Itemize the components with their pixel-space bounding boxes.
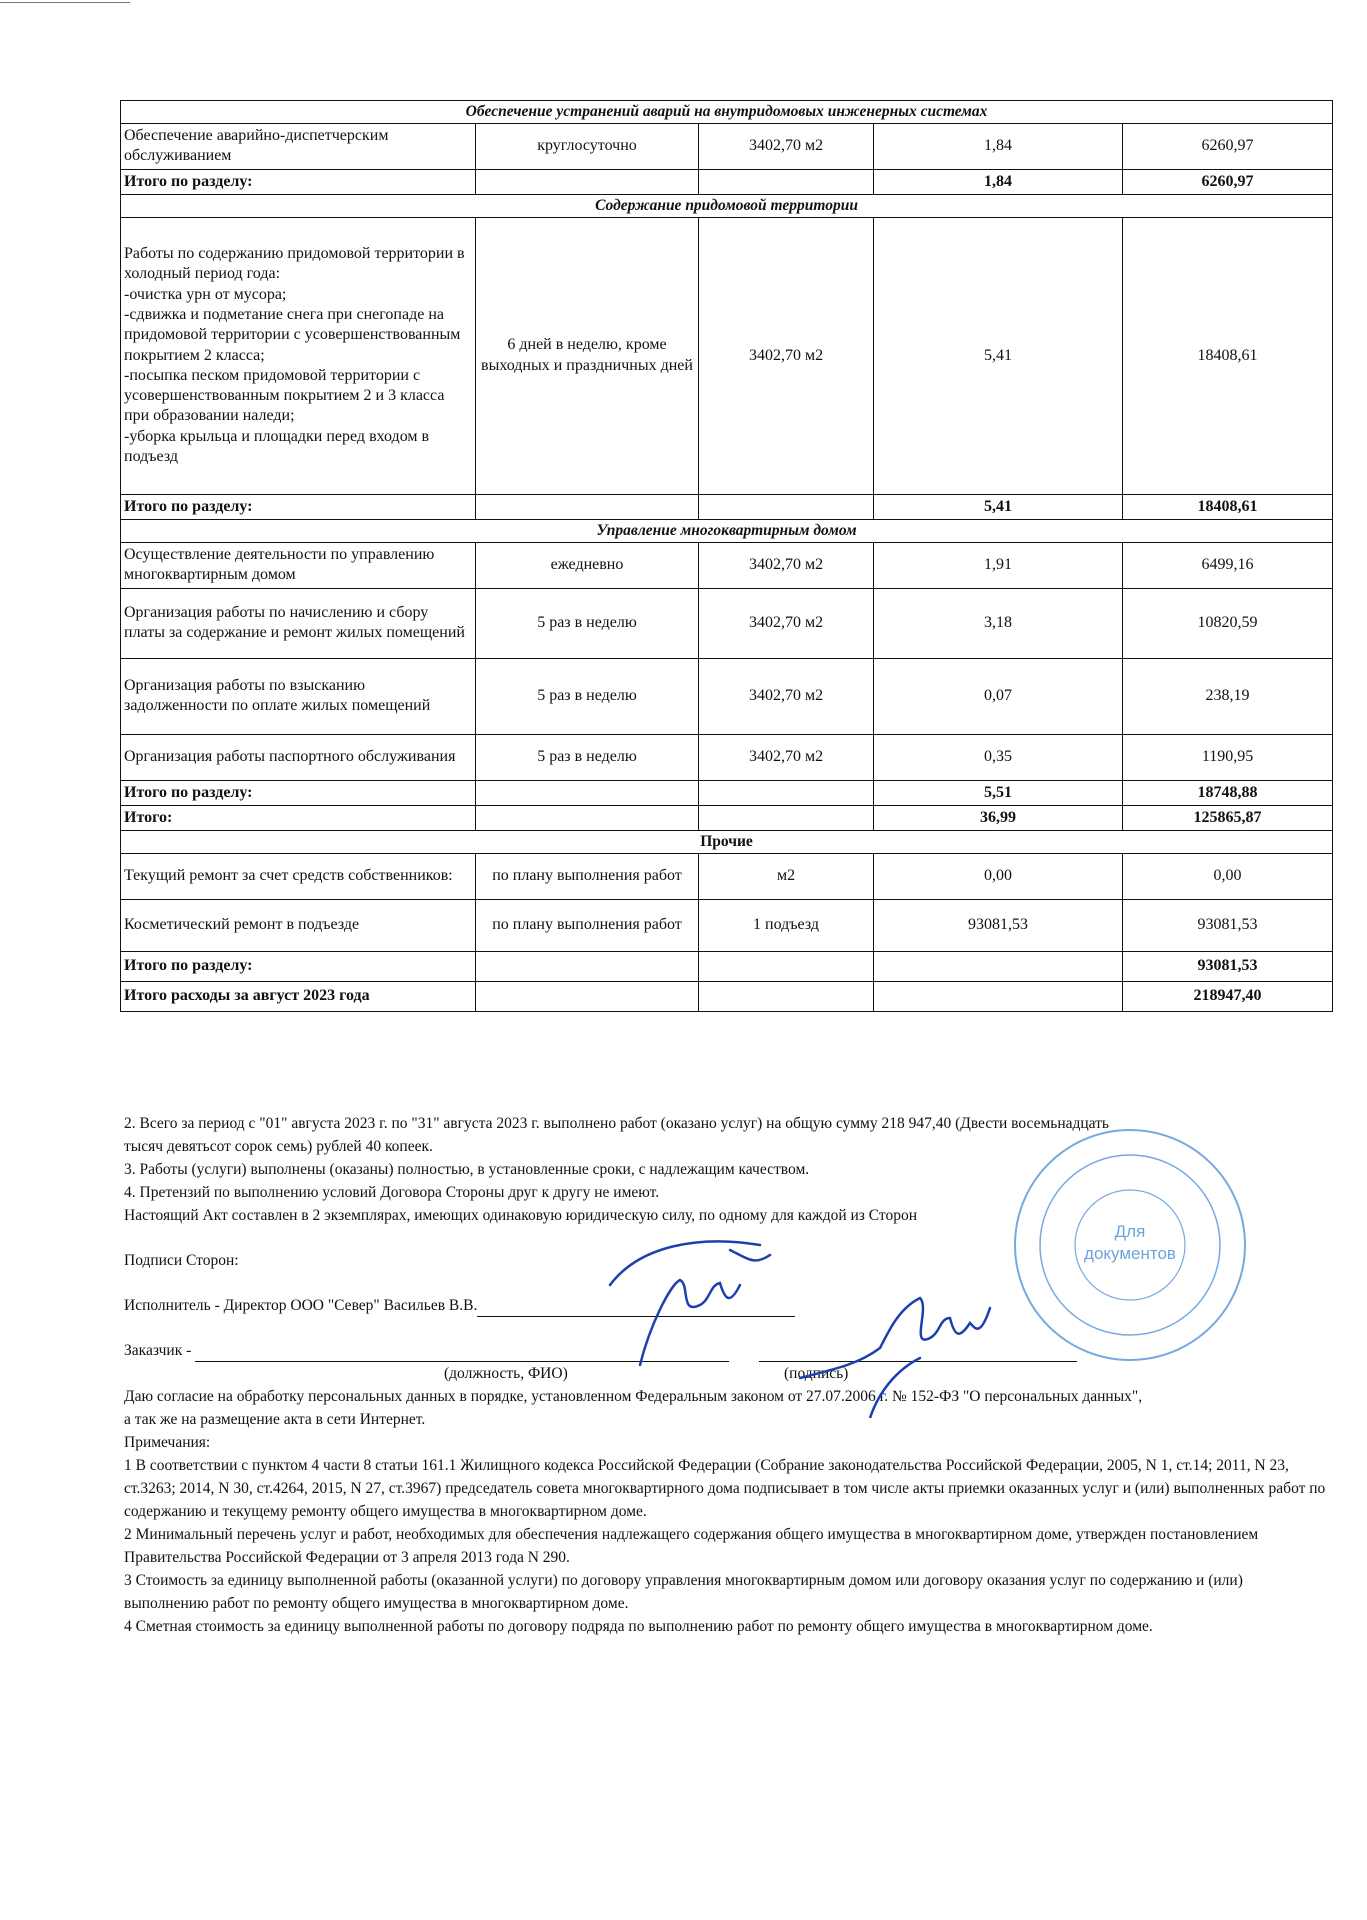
total-rate: 1,84 — [874, 169, 1123, 194]
service-frequency: по плану выполнения работ — [476, 899, 699, 951]
service-volume: 1 подъезд — [699, 899, 874, 951]
total-cost: 18748,88 — [1123, 780, 1333, 805]
grand-total-cost: 125865,87 — [1123, 805, 1333, 830]
notes — [124, 1431, 1329, 1638]
service-volume: 3402,70 м2 — [699, 123, 874, 169]
section-header-emergency: Обеспечение устранений аварий на внутридомовых инженерных системах — [121, 101, 1333, 124]
note-3: 3 Стоимость за единицу выполненной работы (оказанной услуги) по договору управления многоквартирным домом или договору оказания услуг по содержанию и (или) выполнению работ по ремонту общего имущества в многоквартирном доме. — [124, 1572, 1243, 1612]
caption-signature: (подпись) — [784, 1365, 849, 1382]
consent-line1: Даю согласие на обработку персональных данных в порядке, установленном Федеральным законом от 27.07.2006 г. № 152-ФЗ "О персональных данных", — [124, 1388, 1143, 1405]
caption-position: (должность, ФИО) — [444, 1365, 568, 1382]
service-name: Косметический ремонт в подъезде — [121, 899, 476, 951]
service-name: Организация работы по взысканию задолженности по оплате жилых помещений — [121, 658, 476, 734]
total-cost: 93081,53 — [1123, 951, 1333, 981]
consent-line2: а так же на размещение акта в сети Интернет. — [124, 1411, 426, 1428]
section-header-other: Прочие — [121, 831, 1333, 854]
note-1: 1 В соответствии с пунктом 4 части 8 статьи 161.1 Жилищного кодекса Российской Федерации (Собрание законодательства Российской Федерации, 2005, N 1, ст.14; 2011, N 23, ст.3263; 2014, N 30, ст.4264, 2015, N 27, ст.3967) председатель совета многоквартирного дома подписывает в том числе акты приемки оказанных услуг и (или) выполненных работ по содержанию и текущему ремонту общего имущества в многоквартирном доме. — [124, 1457, 1326, 1520]
section-total-row: Итого по разделу: 93081,53 — [121, 951, 1333, 981]
table-row — [121, 588, 1333, 658]
table-row — [121, 899, 1333, 951]
service-volume: 3402,70 м2 — [699, 658, 874, 734]
paragraph-total-sum: 2. Всего за период с "01" августа 2023 г. по "31" августа 2023 г. выполнено работ (оказано услуг) на общую сумму 218 947,40 (Двести восемьнадцать — [124, 1115, 1109, 1132]
total-cost: 18408,61 — [1123, 494, 1333, 519]
grand-total-row: Итого: 36,99 125865,87 — [121, 805, 1333, 830]
stamp-text-1: Для — [1114, 1222, 1146, 1241]
total-rate: 5,51 — [874, 780, 1123, 805]
service-frequency: 5 раз в неделю — [476, 588, 699, 658]
service-cost: 18408,61 — [1123, 217, 1333, 494]
service-volume: 3402,70 м2 — [699, 217, 874, 494]
service-volume: 3402,70 м2 — [699, 542, 874, 588]
stamp-text-2: документов — [1084, 1244, 1176, 1263]
section-header-territory: Содержание придомовой территории — [121, 194, 1333, 217]
service-rate: 3,18 — [874, 588, 1123, 658]
table-row — [121, 853, 1333, 899]
table-row — [121, 123, 1333, 169]
service-frequency: по плану выполнения работ — [476, 853, 699, 899]
expenses-total-row: Итого расходы за август 2023 года 218947,40 — [121, 981, 1333, 1011]
service-frequency: круглосуточно — [476, 123, 699, 169]
paragraph-quality: 3. Работы (услуги) выполнены (оказаны) полностью, в установленные сроки, с надлежащим качеством. — [124, 1161, 810, 1178]
service-cost: 6499,16 — [1123, 542, 1333, 588]
service-volume: 3402,70 м2 — [699, 734, 874, 780]
table-row — [121, 217, 1333, 494]
section-total-row: Итого по разделу: 1,84 6260,97 — [121, 169, 1333, 194]
section-total-row: Итого по разделу: 5,41 18408,61 — [121, 494, 1333, 519]
note-2: 2 Минимальный перечень услуг и работ, необходимых для обеспечения надлежащего содержания общего имущества в многоквартирном доме, утвержден постановлением Правительства Российской Федерации от 3 апреля 2013 года N 290. — [124, 1526, 1259, 1566]
customer-line: Заказчик - — [124, 1339, 1329, 1362]
service-name: Организация работы паспортного обслуживания — [121, 734, 476, 780]
service-rate: 5,41 — [874, 217, 1123, 494]
section-total-row: Итого по разделу: 5,51 18748,88 — [121, 780, 1333, 805]
service-frequency: 5 раз в неделю — [476, 734, 699, 780]
paragraph-copies: Настоящий Акт составлен в 2 экземплярах, имеющих одинаковую юридическую силу, по одному для каждой из Сторон — [124, 1207, 918, 1224]
notes-title: Примечания: — [124, 1434, 211, 1451]
service-volume: м2 — [699, 853, 874, 899]
paragraph-claims: 4. Претензий по выполнению условий Договора Стороны друг к другу не имеют. — [124, 1184, 660, 1201]
service-rate: 1,84 — [874, 123, 1123, 169]
executor-line: Исполнитель - Директор ООО "Север" Васильев В.В. — [124, 1294, 1329, 1317]
service-frequency: ежедневно — [476, 542, 699, 588]
signatures-title: Подписи Сторон: — [124, 1252, 239, 1269]
service-frequency: 5 раз в неделю — [476, 658, 699, 734]
service-cost: 1190,95 — [1123, 734, 1333, 780]
service-cost: 0,00 — [1123, 853, 1333, 899]
service-name: Текущий ремонт за счет средств собственников: — [121, 853, 476, 899]
table-row — [121, 734, 1333, 780]
total-cost: 6260,97 — [1123, 169, 1333, 194]
service-rate: 93081,53 — [874, 899, 1123, 951]
service-name: Обеспечение аварийно-диспетчерским обслуживанием — [121, 123, 476, 169]
total-rate: 5,41 — [874, 494, 1123, 519]
services-table — [120, 100, 1333, 1012]
table-row — [121, 542, 1333, 588]
company-stamp — [1010, 1125, 1250, 1365]
service-cost: 238,19 — [1123, 658, 1333, 734]
grand-total-rate: 36,99 — [874, 805, 1123, 830]
scan-edge-line — [0, 2, 130, 3]
service-volume: 3402,70 м2 — [699, 588, 874, 658]
service-rate: 1,91 — [874, 542, 1123, 588]
paragraph-total-sum-words: тысяч девятьсот сорок семь) рублей 40 копеек. — [124, 1138, 433, 1155]
service-name: Работы по содержанию придомовой территории в холодный период года: -очистка урн от мусора; -сдвижка и подметание снега при снегопаде на придомовой территории с усовершенствованным покрытием 2 класса; -посыпка песком придомовой территории с усовершенствованным покрытием 2 и 3 класса при образовании наледи; -уборка крыльца и площадки перед входом в подъезд — [121, 217, 476, 494]
note-4: 4 Сметная стоимость за единицу выполненной работы по договору подряда по выполнению работ по ремонту общего имущества в многоквартирном доме. — [124, 1618, 1153, 1635]
service-rate: 0,00 — [874, 853, 1123, 899]
service-name: Осуществление деятельности по управлению многоквартирным домом — [121, 542, 476, 588]
service-cost: 6260,97 — [1123, 123, 1333, 169]
service-rate: 0,35 — [874, 734, 1123, 780]
service-name: Организация работы по начислению и сбору платы за содержание и ремонт жилых помещений — [121, 588, 476, 658]
expenses-total-cost: 218947,40 — [1123, 981, 1333, 1011]
service-cost: 10820,59 — [1123, 588, 1333, 658]
service-cost: 93081,53 — [1123, 899, 1333, 951]
section-header-management: Управление многоквартирным домом — [121, 519, 1333, 542]
customer-signature — [780, 1268, 1020, 1418]
table-row — [121, 658, 1333, 734]
service-rate: 0,07 — [874, 658, 1123, 734]
service-frequency: 6 дней в неделю, кроме выходных и праздничных дней — [476, 217, 699, 494]
